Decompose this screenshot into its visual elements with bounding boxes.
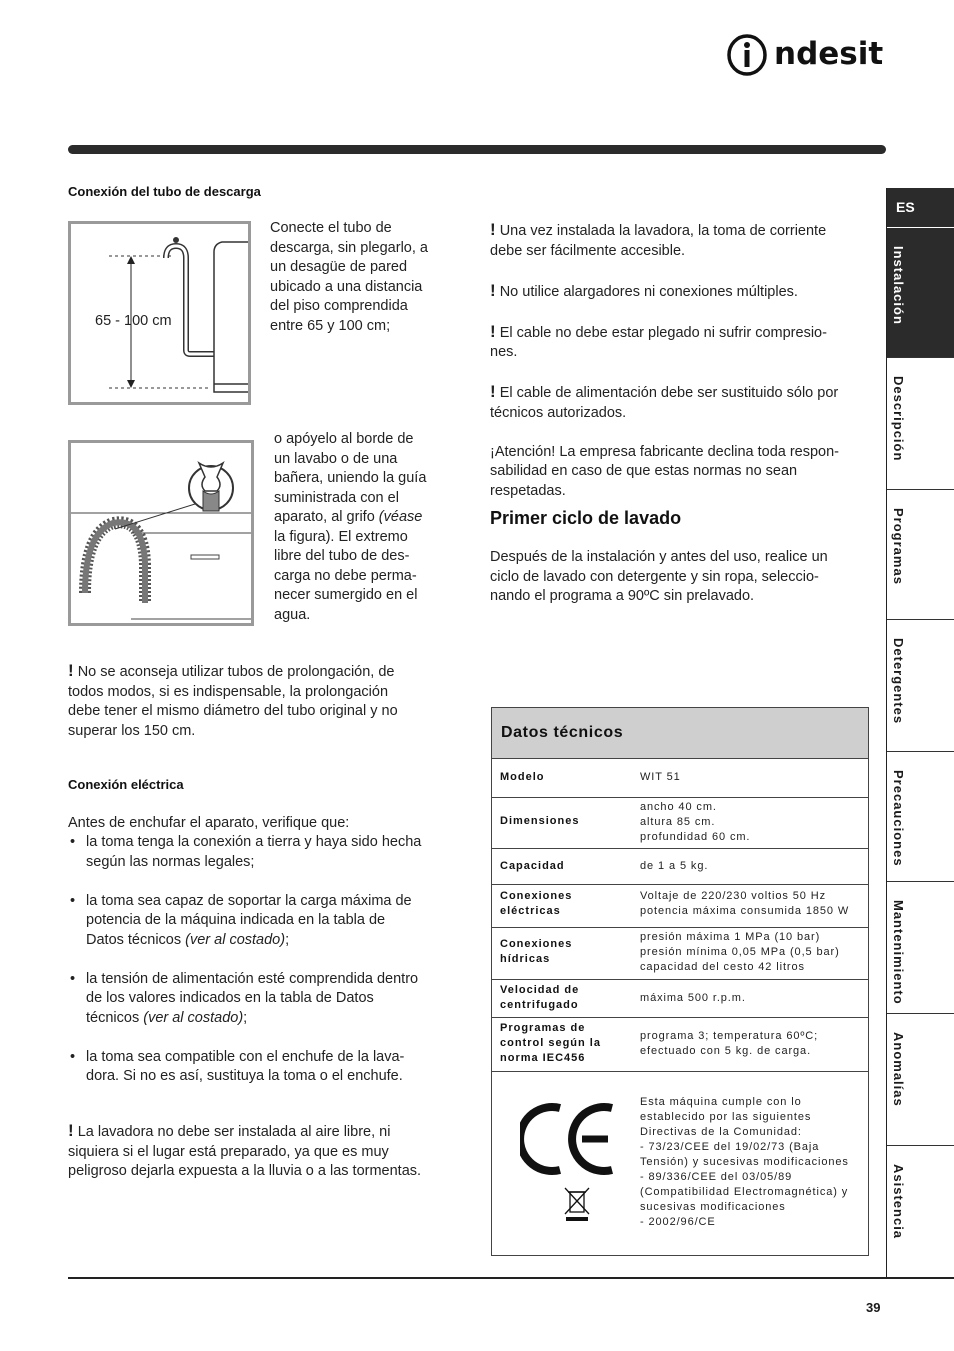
list-item: • la toma sea compatible con el enchufe de la lava- dora. Si no es así, sustituya la toma o el enchufe. bbox=[68, 1048, 458, 1087]
warning-icon: ! bbox=[490, 321, 496, 341]
tab-anomalias[interactable]: Anomalías bbox=[887, 1014, 954, 1146]
tab-descripcion[interactable]: Descripción bbox=[887, 358, 954, 490]
table-row: Modelo WIT 51 bbox=[492, 758, 868, 798]
list-item: • la toma tenga la conexión a tierra y haya sido hecha según las normas legales; bbox=[68, 833, 458, 872]
section-sidebar bbox=[886, 188, 954, 1278]
ce-compliance-text: Esta máquina cumple con lo establecido por las siguientes Directivas de la Comunidad: - 73/23/CEE del 19/02/73 (Baja Tensión) y sucesivas modificaciones - 89/336/CEE del 03/05/89 (Compatibilidad Electromagnética) y sucesivas modificaciones - 2002/96/CE bbox=[640, 1096, 849, 1228]
drain-heading: Conexión del tubo de descarga bbox=[68, 184, 261, 199]
first-cycle-heading: Primer ciclo de lavado bbox=[490, 508, 682, 528]
electric-bullets bbox=[68, 833, 458, 1106]
extension-warning: ! No se aconseja utilizar tubos de prolongación, de todos modos, si es indispensable, la prolongación debe tener el mismo diámetro del tubo original y no superar los 150 cm. bbox=[68, 661, 398, 739]
list-item: • la tensión de alimentación esté comprendida dentro de los valores indicados en la tabla de Datos técnicos (ver al costado); bbox=[68, 970, 458, 1029]
warning-icon: ! bbox=[68, 1121, 74, 1140]
language-label: ES bbox=[896, 199, 915, 215]
tab-asistencia[interactable]: Asistencia bbox=[891, 1164, 906, 1240]
logo-emblem-icon bbox=[726, 34, 770, 76]
indesit-logo bbox=[726, 34, 890, 76]
tab-programas[interactable]: Programas bbox=[887, 490, 954, 620]
outdoor-warning: ! La lavadora no debe ser instalada al aire libre, ni siquiera si el lugar está preparado, ya que es muy peligroso dejarla expuesta a la lluvia o a las tormentas. bbox=[68, 1121, 422, 1179]
power-warnings: ! Una vez instalada la lavadora, la toma de corriente debe ser fácilmente accesible. ! No utilice alargadores ni conexiones múltiples. ! El cable no debe estar plegado ni sufrir compresio- nes. ! El cable de alimentación debe ser sustituido sólo por técnicos autorizados. ¡Atención! La empresa fabricante declina toda respon- sabilidad en caso de que estas normas no sean respetadas. bbox=[490, 220, 840, 499]
table-row: Programas de control según la norma IEC456 programa 3; temperatura 60ºC; efectuado con 5 kg. de carga. bbox=[492, 1017, 868, 1072]
drain-sink-figure bbox=[68, 440, 254, 626]
page-number: 39 bbox=[866, 1300, 881, 1315]
table-row: Dimensiones ancho 40 cm. altura 85 cm. profundidad 60 cm. bbox=[492, 797, 868, 849]
drain-sink-illustration bbox=[71, 443, 251, 623]
footer-rule bbox=[68, 1277, 954, 1279]
language-tab[interactable] bbox=[887, 188, 954, 228]
list-item: • la toma sea capaz de soportar la carga máxima de potencia de la máquina indicada en la tabla de Datos técnicos (ver al costado); bbox=[68, 892, 458, 951]
tech-data-table bbox=[491, 707, 869, 1256]
table-row: Conexiones hídricas presión máxima 1 MPa (10 bar) presión mínima 0,05 MPa (0,5 bar) capacidad del cesto 42 litros bbox=[492, 927, 868, 980]
electric-intro: Antes de enchufar el aparato, verifique que: bbox=[68, 815, 350, 831]
logo-wordmark: ndesit bbox=[774, 36, 884, 72]
tech-table-title: Datos técnicos bbox=[501, 724, 624, 741]
tab-instalacion[interactable]: Instalación bbox=[887, 228, 954, 358]
table-row: Capacidad de 1 a 5 kg. bbox=[492, 848, 868, 885]
tab-mantenimiento[interactable]: Mantenimiento bbox=[887, 882, 954, 1014]
fig1-height-label: 65 - 100 cm bbox=[95, 313, 172, 329]
table-row: Velocidad de centrifugado máxima 500 r.p.m. bbox=[492, 979, 868, 1018]
warning-icon: ! bbox=[490, 220, 496, 239]
ce-mark-icon bbox=[520, 1102, 616, 1176]
warning-icon: ! bbox=[490, 382, 496, 401]
drain-text: Conecte el tubo de descarga, sin plegarlo, a un desagüe de pared ubicado a una distancia del piso comprendida entre 65 y 100 cm; bbox=[270, 220, 428, 334]
electric-heading: Conexión eléctrica bbox=[68, 777, 184, 792]
tab-detergentes[interactable]: Detergentes bbox=[887, 620, 954, 752]
warning-icon: ! bbox=[490, 280, 496, 300]
weee-bin-icon bbox=[564, 1186, 590, 1222]
warning-icon: ! bbox=[68, 661, 74, 680]
tab-precauciones[interactable]: Precauciones bbox=[887, 752, 954, 882]
tech-table-header bbox=[492, 708, 868, 759]
drain-text-2: o apóyelo al borde de un lavabo o de una bañera, uniendo la guía suministrada con el aparato, al grifo (véase la figura). El extremo libre del tubo de des- carga no debe perma- necer sumergido en el agua. bbox=[274, 431, 427, 623]
first-cycle-text: Después de la instalación y antes del uso, realice un ciclo de lavado con detergente y sin ropa, seleccio- nando el programa a 90ºC sin prelavado. bbox=[490, 549, 828, 604]
header-bar bbox=[68, 145, 886, 154]
table-row: Conexiones eléctricas Voltaje de 220/230 voltios 50 Hz potencia máxima consumida 1850 W bbox=[492, 884, 868, 928]
